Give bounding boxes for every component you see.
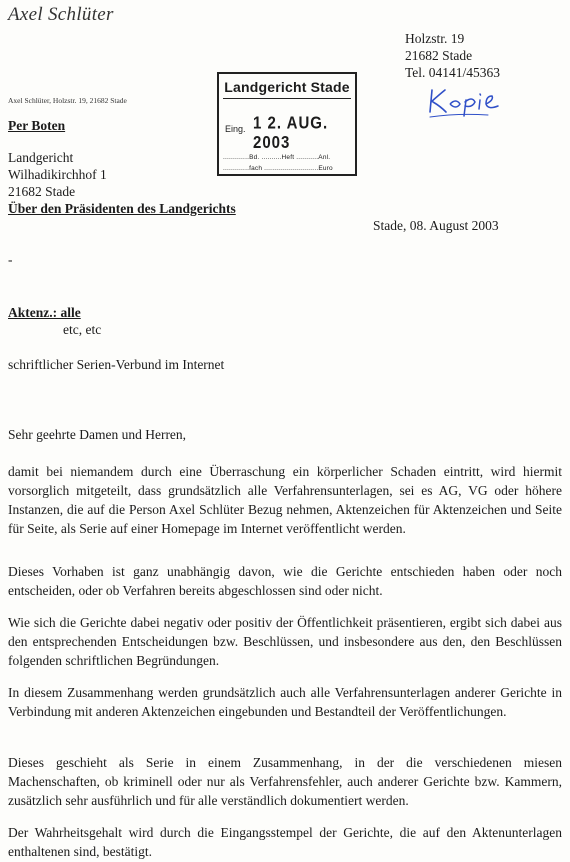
recipient-city: 21682 Stade: [8, 184, 76, 199]
salutation: Sehr geehrte Damen und Herren,: [8, 427, 187, 442]
body-paragraph: Der Wahrheitsgehalt wird durch die Eingangsstempel der Gerichte, die auf den Aktenunterlagen enthaltenen sind, bestätigt.: [8, 825, 562, 859]
kopie-handwritten-note: [428, 82, 523, 122]
stamp-divider: [223, 98, 351, 99]
place-date: Stade, 08. August 2003: [373, 218, 499, 233]
stamp-date: 1 2. AUG. 2003: [253, 113, 329, 153]
return-address-line: Axel Schlüter, Holzstr. 19, 21682 Stade: [8, 96, 127, 105]
received-stamp: [217, 72, 357, 176]
letterhead-name: Axel Schlüter: [8, 4, 114, 25]
stamp-title: Landgericht Stade: [224, 79, 350, 95]
body-paragraph: Dieses Vorhaben ist ganz unabhängig davon, wie die Gerichte entschieden haben oder noch entscheiden, oder ob Verfahren bereits abgeschlossen sind oder nicht.: [8, 564, 562, 598]
recipient-street: Wilhadikirchhof 1: [8, 167, 107, 182]
subject-line: schriftlicher Serien-Verbund im Internet: [8, 357, 225, 372]
body-paragraph: In diesem Zusammenhang werden grundsätzlich auch alle Verfahrensunterlagen anderer Gerichte in Verbindung mit anderen Aktenzeichen eingebunden und Bestandteil der Veröffentlichungen.: [8, 685, 562, 719]
stamp-row-1: .............Bd. ..........Heft ...........Anl.: [223, 154, 331, 161]
sender-city: 21682 Stade: [405, 48, 473, 63]
body-paragraph: damit bei niemandem durch eine Überraschung ein körperlicher Schaden eintritt, wird hiermit vorsorglich mitgeteilt, dass grundsätzlich alle Verfahrensunterlagen, sei es AG, VG oder höhere Instanzen, die auf die Person Axel Schlüter Bezug nehmen, Aktenzeichen für Aktenzeichen und Seite für Seite, als Serie auf einer Homepage im Internet veröffentlicht werden.: [8, 464, 562, 536]
body-paragraph: Dieses geschieht als Serie in einem Zusammenhang, in der die verschiedenen miesen Machenschaften, ob kriminell oder nur als Verfahrensfehler, auch anderer Gerichte bzw. Kammern, zusätzlich sehr ausführlich und für alle verständlich dokumentiert werden.: [8, 755, 562, 808]
reference-label: Aktenz.: alle: [8, 305, 81, 320]
recipient-name: Landgericht: [8, 150, 74, 165]
stamp-row-2: .............fach ...........................Euro: [223, 165, 333, 172]
recipient-via: Über den Präsidenten des Landgerichts: [8, 201, 236, 216]
body-paragraph: Wie sich die Gerichte dabei negativ oder positiv der Öffentlichkeit präsentieren, ergibt sich dabei aus den entsprechenden Entscheidungen bzw. Beschlüssen, und insbesondere aus den, den Beschlüssen folgenden schriftlichen Begründungen.: [8, 615, 562, 668]
delivery-method: Per Boten: [8, 118, 66, 133]
stamp-eing-label: Eing.: [225, 124, 246, 134]
sender-street: Holzstr. 19: [405, 31, 465, 46]
reference-detail: etc, etc: [63, 322, 102, 337]
dash-mark: -: [8, 252, 13, 267]
sender-phone: Tel. 04141/45363: [405, 65, 501, 80]
